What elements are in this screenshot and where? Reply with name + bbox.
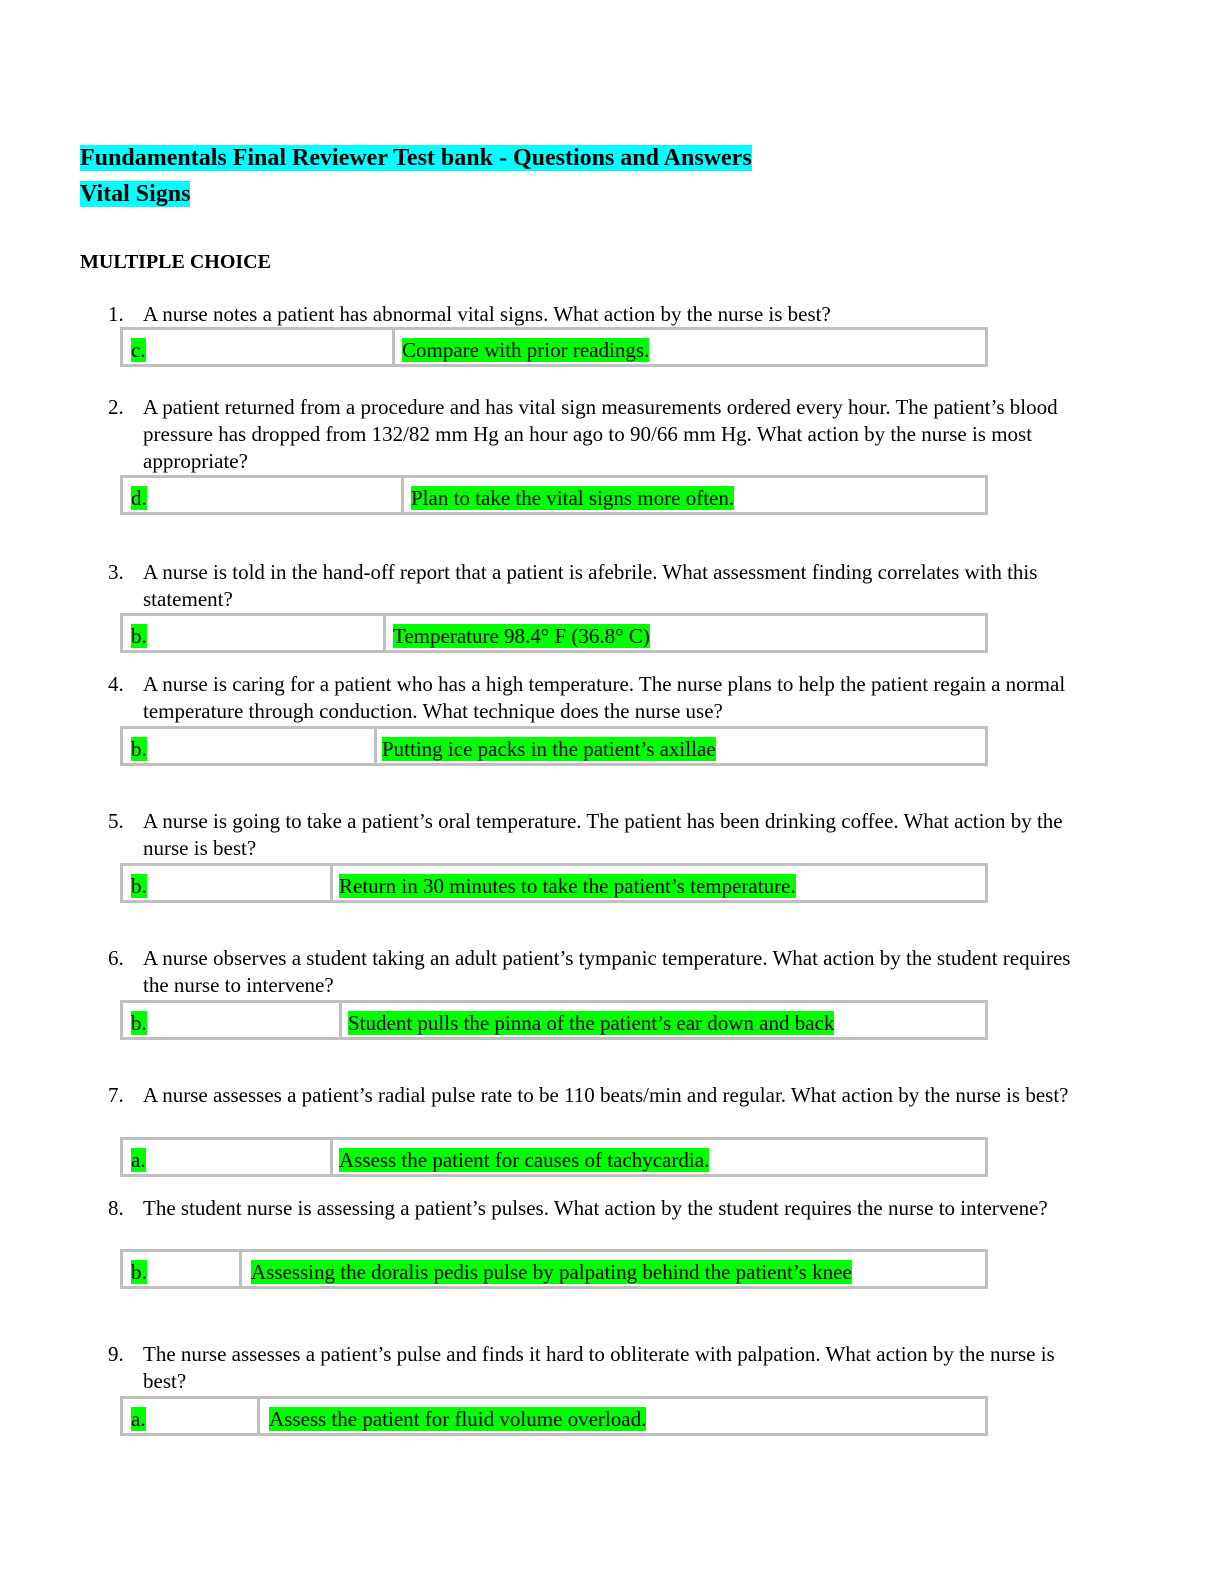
answer-letter-cell bbox=[123, 478, 404, 512]
question-text: The nurse assesses a patient’s pulse and finds it hard to obliterate with palpation. What action by the nurse is best? bbox=[143, 1342, 1055, 1393]
answer-text: Assess the patient for fluid volume overload. bbox=[269, 1407, 647, 1431]
question-item bbox=[108, 671, 1073, 725]
question-item bbox=[108, 1341, 1073, 1395]
answer-letter-cell bbox=[123, 1399, 260, 1433]
question-number: 8. bbox=[108, 1196, 124, 1220]
question-number: 2. bbox=[108, 395, 124, 419]
answer-table bbox=[120, 327, 988, 367]
answer-text: Student pulls the pinna of the patient’s ear down and back bbox=[348, 1011, 835, 1035]
answer-letter-cell bbox=[123, 330, 395, 364]
answer-letter-cell bbox=[123, 1140, 333, 1174]
answer-text: Plan to take the vital signs more often. bbox=[411, 486, 735, 510]
answer-text: Assessing the doralis pedis pulse by palpating behind the patient’s knee bbox=[251, 1260, 852, 1284]
page-subtitle-text: Vital Signs bbox=[80, 181, 191, 207]
answer-letter-cell bbox=[123, 1252, 242, 1286]
question-item bbox=[108, 1195, 1073, 1222]
answer-letter: b. bbox=[131, 737, 147, 761]
answer-letter-cell bbox=[123, 616, 386, 650]
question-item bbox=[108, 559, 1073, 613]
answer-table bbox=[120, 863, 988, 903]
answer-letter: a. bbox=[131, 1407, 146, 1431]
question-number: 4. bbox=[108, 672, 124, 696]
question-text: A nurse is going to take a patient’s oral temperature. The patient has been drinking coffee. What action by the nurse is best? bbox=[143, 809, 1063, 860]
question-number: 3. bbox=[108, 560, 124, 584]
question-item bbox=[108, 808, 1073, 862]
section-heading: MULTIPLE CHOICE bbox=[80, 251, 271, 273]
question-number: 6. bbox=[108, 946, 124, 970]
answer-letter: b. bbox=[131, 874, 147, 898]
question-text: A patient returned from a procedure and has vital sign measurements ordered every hour. The patient’s blood pressure has dropped from 132/82 mm Hg an hour ago to 90/66 mm Hg. What action by the nurse is most appropriate? bbox=[143, 395, 1058, 473]
page-title-text: Fundamentals Final Reviewer Test bank - Questions and Answers bbox=[80, 145, 752, 171]
answer-table bbox=[120, 1000, 988, 1040]
answer-letter: b. bbox=[131, 624, 147, 648]
answer-table bbox=[120, 1137, 988, 1177]
answer-text: Return in 30 minutes to take the patient’s temperature. bbox=[339, 874, 796, 898]
answer-letter-cell bbox=[123, 866, 333, 900]
question-number: 7. bbox=[108, 1083, 124, 1107]
question-text: A nurse notes a patient has abnormal vital signs. What action by the nurse is best? bbox=[143, 302, 831, 326]
answer-text: Putting ice packs in the patient’s axillae bbox=[382, 737, 716, 761]
answer-table bbox=[120, 1396, 988, 1436]
answer-table bbox=[120, 613, 988, 653]
question-text: A nurse is told in the hand-off report that a patient is afebrile. What assessment finding correlates with this statement? bbox=[143, 560, 1038, 611]
answer-table bbox=[120, 726, 988, 766]
question-item bbox=[108, 1082, 1073, 1109]
question-item bbox=[108, 301, 1073, 328]
answer-table bbox=[120, 475, 988, 515]
answer-text: Temperature 98.4° F (36.8° C) bbox=[393, 624, 650, 648]
answer-letter: d. bbox=[131, 486, 147, 510]
page-subtitle bbox=[80, 179, 190, 209]
question-item bbox=[108, 945, 1073, 999]
answer-letter: c. bbox=[131, 338, 146, 362]
answer-letter: a. bbox=[131, 1148, 146, 1172]
answer-letter: b. bbox=[131, 1011, 147, 1035]
question-text: The student nurse is assessing a patient’s pulses. What action by the student requires the nurse to intervene? bbox=[143, 1196, 1048, 1220]
question-item bbox=[108, 394, 1073, 475]
page-title bbox=[80, 143, 752, 173]
question-text: A nurse observes a student taking an adult patient’s tympanic temperature. What action by the student requires the nurse to intervene? bbox=[143, 946, 1071, 997]
answer-text: Compare with prior readings. bbox=[402, 338, 650, 362]
answer-letter-cell bbox=[123, 1003, 342, 1037]
question-number: 9. bbox=[108, 1342, 124, 1366]
answer-letter: b. bbox=[131, 1260, 147, 1284]
question-number: 5. bbox=[108, 809, 124, 833]
answer-text: Assess the patient for causes of tachycardia. bbox=[339, 1148, 710, 1172]
answer-letter-cell bbox=[123, 729, 377, 763]
question-number: 1. bbox=[108, 302, 124, 326]
answer-table bbox=[120, 1249, 988, 1289]
question-text: A nurse assesses a patient’s radial pulse rate to be 110 beats/min and regular. What action by the nurse is best? bbox=[143, 1083, 1069, 1107]
question-text: A nurse is caring for a patient who has a high temperature. The nurse plans to help the patient regain a normal temperature through conduction. What technique does the nurse use? bbox=[143, 672, 1066, 723]
